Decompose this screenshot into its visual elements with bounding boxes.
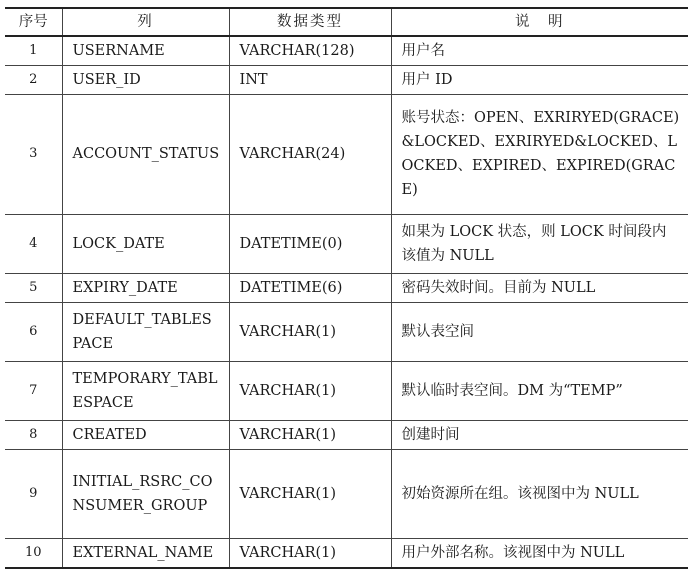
header-type: 数据类型 (229, 8, 391, 36)
table-row (5, 420, 688, 449)
row-num: 6 (5, 302, 62, 361)
row-type: VARCHAR(1) (229, 302, 391, 361)
row-num: 7 (5, 361, 62, 420)
row-desc: 默认临时表空间。DM 为“TEMP” (391, 361, 688, 420)
row-desc: 用户名 (391, 36, 688, 65)
row-column: INITIAL_RSRC_CONSUMER_GROUP (62, 449, 229, 538)
view-columns-table (5, 7, 688, 569)
table-row (5, 449, 688, 538)
row-desc: 账号状态：OPEN、EXRIRYED(GRACE)&LOCKED、EXRIRYED&LOCKED、LOCKED、EXPIRED、EXPIRED(GRACE) (391, 94, 688, 214)
header-num: 序号 (5, 8, 62, 36)
row-num: 9 (5, 449, 62, 538)
row-column: EXPIRY_DATE (62, 273, 229, 302)
row-column: EXTERNAL_NAME (62, 538, 229, 568)
row-type: VARCHAR(1) (229, 361, 391, 420)
table-row (5, 94, 688, 214)
table-row (5, 302, 688, 361)
row-type: INT (229, 65, 391, 94)
row-desc: 如果为 LOCK 状态，则 LOCK 时间段内该值为 NULL (391, 214, 688, 273)
row-column: TEMPORARY_TABLESPACE (62, 361, 229, 420)
row-desc: 创建时间 (391, 420, 688, 449)
table-row (5, 361, 688, 420)
row-column: CREATED (62, 420, 229, 449)
row-num: 2 (5, 65, 62, 94)
table-row (5, 273, 688, 302)
row-desc: 用户外部名称。该视图中为 NULL (391, 538, 688, 568)
row-type: VARCHAR(24) (229, 94, 391, 214)
table-row (5, 65, 688, 94)
row-type: VARCHAR(128) (229, 36, 391, 65)
row-type: VARCHAR(1) (229, 420, 391, 449)
row-num: 4 (5, 214, 62, 273)
row-column: DEFAULT_TABLESPACE (62, 302, 229, 361)
row-column: LOCK_DATE (62, 214, 229, 273)
row-num: 5 (5, 273, 62, 302)
row-type: VARCHAR(1) (229, 538, 391, 568)
table-row (5, 214, 688, 273)
row-num: 8 (5, 420, 62, 449)
row-type: VARCHAR(1) (229, 449, 391, 538)
row-column: ACCOUNT_STATUS (62, 94, 229, 214)
row-column: USERNAME (62, 36, 229, 65)
table-header-row (5, 8, 688, 36)
row-num: 10 (5, 538, 62, 568)
header-column: 列 (62, 8, 229, 36)
row-num: 1 (5, 36, 62, 65)
row-type: DATETIME(0) (229, 214, 391, 273)
header-desc: 说 明 (391, 8, 688, 36)
row-num: 3 (5, 94, 62, 214)
table-row (5, 36, 688, 65)
table-row (5, 538, 688, 568)
row-desc: 用户 ID (391, 65, 688, 94)
row-column: USER_ID (62, 65, 229, 94)
row-desc: 默认表空间 (391, 302, 688, 361)
row-desc: 初始资源所在组。该视图中为 NULL (391, 449, 688, 538)
row-type: DATETIME(6) (229, 273, 391, 302)
row-desc: 密码失效时间。目前为 NULL (391, 273, 688, 302)
